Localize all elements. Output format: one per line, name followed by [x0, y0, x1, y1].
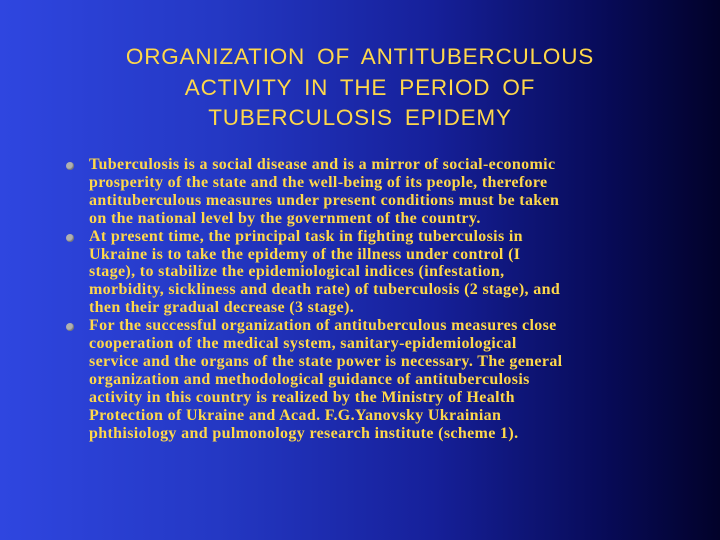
bullet-line: stage), to stabilize the epidemiological indices (infestation,: [89, 263, 505, 281]
bullet-item: [66, 156, 666, 228]
bullet-line: Protection of Ukraine and Acad. F.G.Yanovsky Ukrainian: [89, 406, 502, 424]
bullet-item: [66, 228, 666, 318]
bullet-line: prosperity of the state and the well-being of its people, therefore: [89, 173, 548, 191]
bullet-line: morbidity, sickliness and death rate) of tuberculosis (2 stage), and: [89, 281, 561, 299]
bullet-text: [89, 317, 666, 442]
bullet-line: phthisiology and pulmonology research institute (scheme 1).: [89, 424, 519, 442]
title-line: ACTIVITY IN THE PERIOD OF: [184, 74, 536, 100]
bullet-dot-icon: [66, 234, 74, 242]
bullet-line: At present time, the principal task in fighting tuberculosis in: [89, 227, 523, 245]
bullet-line: Tuberculosis is a social disease and is a mirror of social-economic: [89, 156, 556, 173]
bullet-dot-icon: [66, 162, 74, 170]
bullet-line: For the successful organization of antituberculous measures close: [89, 317, 557, 335]
title-line: TUBERCULOSIS EPIDEMY: [208, 105, 512, 130]
bullet-line: then their gradual decrease (3 stage).: [89, 299, 355, 317]
bullet-line: Ukraine is to take the epidemy of the illness under control (I: [89, 245, 521, 263]
title-line: ORGANIZATION OF ANTITUBERCULOUS: [125, 44, 595, 69]
bullet-line: cooperation of the medical system, sanitary-epidemiological: [89, 335, 517, 353]
bullet-dot-icon: [66, 323, 74, 331]
bullet-line: antituberculous measures under present conditions must be taken: [89, 191, 560, 209]
slide-title: [40, 42, 680, 134]
bullet-line: on the national level by the government of the country.: [89, 209, 481, 227]
bullet-list: [66, 156, 666, 443]
bullet-text: [89, 228, 666, 318]
bullet-item: [66, 317, 666, 442]
bullet-text: [89, 156, 666, 228]
bullet-line: organization and methodological guidance of antituberculosis: [89, 370, 530, 388]
bullet-line: service and the organs of the state power is necessary. The general: [89, 352, 563, 370]
bullet-line: activity in this country is realized by the Ministry of Health: [89, 388, 515, 406]
